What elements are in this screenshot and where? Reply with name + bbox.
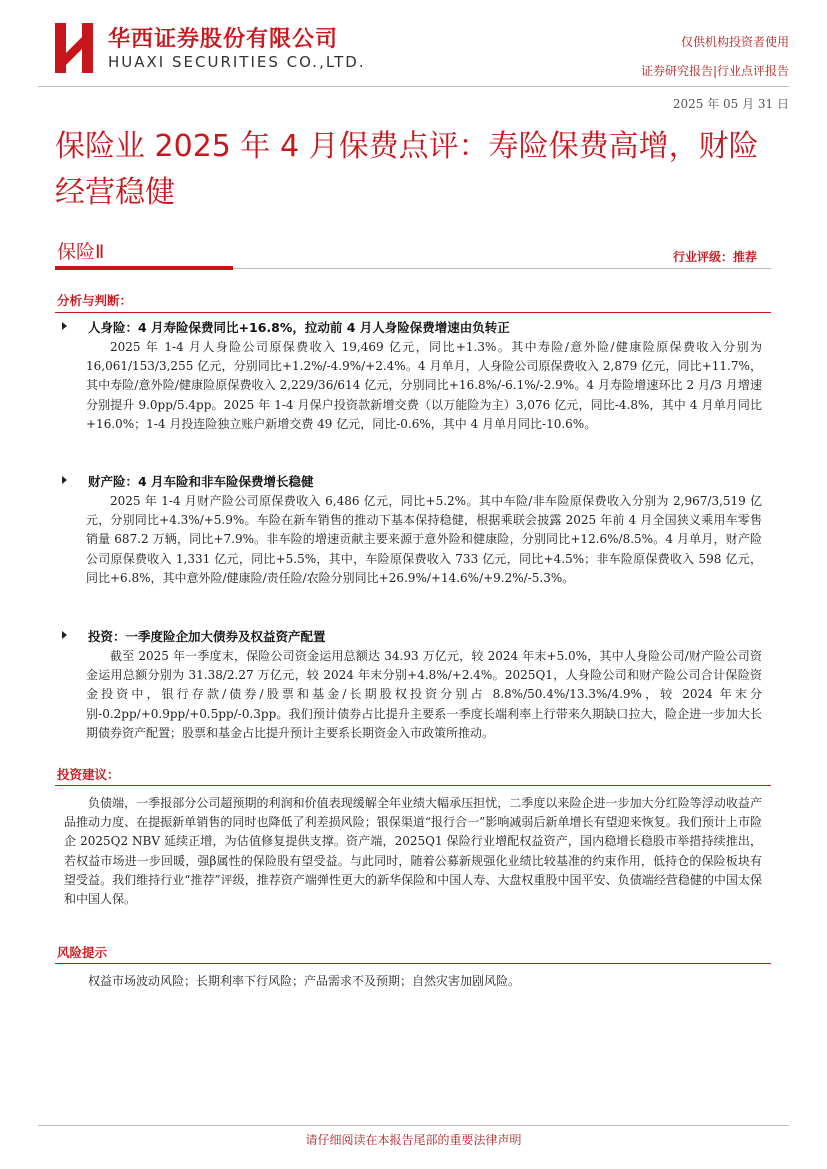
life-insurance-paragraph: 2025 年 1-4 月人身险公司原保费收入 19,469 亿元，同比+1.3%。其中寿险/意外险/健康险原保费收入分别为 16,061/153/3,255 亿元，分别同比+1.2%/-4.9%/+2.4%。4 月单月，人身险公司原保费收入 2,879 亿元，同比+11.7%，其中寿险/意外险/健康险原保费收入 2,229/36/614 亿元，分别同比+16.8%/-6.1%/-2.9%。4 月寿险增速环比 2 月/3 月增速分别提升 9.0pp/5.4pp。2025 年 1-4 月保户投资款新增交费（以万能险为主）3,076 亿元，同比-4.8%，其中 4 月单月同比+16.0%；1-4 月投连险独立账户新增交费 49 亿元，同比-0.6%，其中 4 月单月同比-10.6%。 [86,340,762,431]
bullet-icon [62,476,67,484]
company-name-cn: 华西证券股份有限公司 [108,27,339,52]
investment-paragraph: 截至 2025 年一季度末，保险公司资金运用总额达 34.93 万亿元，较 2024 年末+5.0%，其中人身险公司/财产险公司资金运用总额分别为 31.38/2.27 万亿元，较 2024 年末分别+4.8%/+2.4%。2025Q1，人身险公司和财产险公司合计保险资金投资中，银行存款/债券/股票和基金/长期股权投资分别占 8.8%/50.4%/13.3%/4.9%，较 2024 年末分别-0.2pp/+0.9pp/+0.5pp/-0.3pp。我们预计债券占比提升主要系一季度长端利率上行带来久期缺口拉大，险企进一步加大长期债券资产配置；股票和基金占比提升预计主要系长期资金入市政策所推动。 [86,649,762,740]
property-insurance-subtitle: 财产险：4 月车险和非车险保费增长稳健 [88,474,314,489]
investment-advice-heading: 投资建议： [57,767,120,782]
audience-note: 仅供机构投资者使用 [680,35,789,49]
footer-divider [38,1125,789,1126]
huaxi-logo-icon [55,23,93,73]
risk-divider [55,963,771,964]
life-insurance-subtitle: 人身险：4 月寿险保费同比+16.8%，拉动前 4 月人身险保费增速由负转正 [88,320,510,335]
analysis-divider [55,312,771,313]
header-divider [38,86,789,87]
industry-label: 保险Ⅱ [57,241,105,263]
report-title: 保险业 2025 年 4 月保费点评：寿险保费高增，财险经营稳健 [55,129,759,210]
company-name-en: HUAXI SECURITIES CO.,LTD. [108,53,366,71]
risk-heading: 风险提示 [57,945,108,960]
risk-paragraph: 权益市场波动风险；长期利率下行风险；产品需求不及预期；自然灾害加剧风险。 [88,974,521,988]
title-underline [233,268,771,269]
bullet-icon [62,631,67,639]
property-insurance-paragraph: 2025 年 1-4 月财产险公司原保费收入 6,486 亿元，同比+5.2%。其中车险/非车险原保费收入分别为 2,967/3,519 亿元，分别同比+4.3%/+5.9%。车险在新车销售的推动下基本保持稳健，根据乘联会披露 2025 年前 4 月全国狭义乘用车零售销量 687.2 万辆，同比+7.9%。非车险的增速贡献主要来源于意外险和健康险，分别同比+12.6%/8.5%。4 月单月，财产险公司原保费收入 1,331 亿元，同比+5.5%，其中，车险原保费收入 733 亿元，同比+4.5%；非车险原保费收入 598 亿元，同比+6.8%，其中意外险/健康险/责任险/农险分别同比+26.9%/+14.6%/+9.2%/-5.3%。 [86,494,762,585]
industry-rating: 行业评级：推荐 [672,250,757,264]
bullet-icon [62,322,67,330]
analysis-heading: 分析与判断： [57,293,133,308]
legal-notice: 请仔细阅读在本报告尾部的重要法律声明 [305,1133,522,1147]
investment-subtitle: 投资：一季度险企加大债券及权益资产配置 [88,629,326,644]
report-date: 2025 年 05 月 31 日 [672,97,789,111]
report-type: 证券研究报告|行业点评报告 [640,64,789,78]
investment-advice-paragraph: 负债端，一季报部分公司超预期的利润和价值表现缓解全年业绩大幅承压担忧，二季度以来险企进一步加大分红险等浮动收益产品推动力度、在提振新单销售的同时也降低了利差损风险；银保渠道“报行合一”影响减弱后新单增长有望迎来恢复。我们预计上市险企 2025Q2 NBV 延续正增，为估值修复提供支撑。资产端，2025Q1 保险行业增配权益资产，国内稳增长稳股市举措持续推出，若权益市场进一步回暖，强β属性的保险股有望受益。与此同时，随着公募新规强化业绩比较基准的约束作用，低持仓的保险板块有望受益。我们维持行业“推荐”评级，推荐资产端弹性更大的新华保险和中国人寿、大盘权重股中国平安、负债端经营稳健的中国太保和中国人保。 [64,796,762,907]
investment-advice-divider [55,785,771,786]
title-underline-accent [55,266,233,270]
